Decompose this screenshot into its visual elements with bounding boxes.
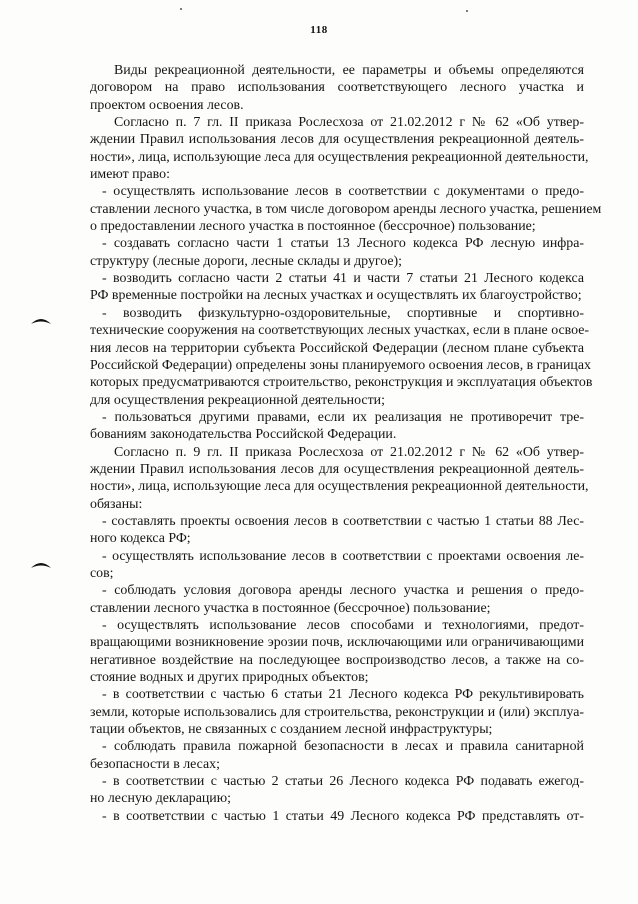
text-line: - осуществлять использование лесов способами и технологиями, предот- <box>102 618 584 633</box>
body-text <box>90 62 602 825</box>
text-line: ставлении лесного участка в постоянное (бессрочное) пользование; <box>90 600 491 616</box>
text-line: Согласно п. 9 гл. II приказа Рослесхоза от 21.02.2012 г № 62 «Об утвер- <box>114 444 584 460</box>
text-line: тации объектов, не связанных с созданием лесной инфраструктуры; <box>90 722 493 738</box>
text-line: структуру (лесные дороги, лесные склады и другое); <box>90 253 403 269</box>
text-line: ности», лица, использующие леса для осуществления рекреационной деятельности, <box>90 149 589 165</box>
text-line: обязаны: <box>90 496 143 512</box>
text-line: вращающими возникновение эрозии почв, исключающими или ограничивающими <box>90 635 584 651</box>
text-line: - соблюдать правила пожарной безопасности в лесах и правила санитарной <box>102 739 584 755</box>
text-line: ждении Правил использования лесов для осуществления рекреационной деятель- <box>90 461 584 477</box>
text-line: стояние водных и других природных объектов; <box>90 670 369 686</box>
text-line: негативное воздействие на последующее воспроизводство лесов, а также на со- <box>90 652 584 668</box>
text-line: безопасности в лесах; <box>90 756 220 772</box>
text-line: которых предусматриваются строительство, реконструкция и эксплуатация объектов <box>90 375 593 391</box>
text-line: земли, которые использовались для строительства, реконструкции и (или) эксплуа- <box>90 704 584 720</box>
text-line: сов; <box>90 565 114 581</box>
text-line: - в соответствии с частью 2 статьи 26 Лесного кодекса РФ подавать ежегод- <box>102 774 584 790</box>
text-line: - пользоваться другими правами, если их реализация не противоречит тре- <box>102 409 584 425</box>
text-line: ния лесов на территории субъекта Российской Федерации (лесном плане субъекта <box>90 340 584 356</box>
text-line: о предоставлении лесного участка в постоянное (бессрочное) пользование; <box>90 219 536 235</box>
text-line: ставлении лесного участка, в том числе договором аренды лесного участка, решением <box>90 201 602 217</box>
text-line: - в соответствии с частью 1 статьи 49 Лесного кодекса РФ представлять от- <box>102 808 584 824</box>
text-line: - создавать согласно части 1 статьи 13 Лесного кодекса РФ лесную инфра- <box>102 236 584 252</box>
text-line: имеют право: <box>90 167 170 183</box>
text-line: - возводить согласно части 2 статьи 41 и части 7 статьи 21 Лесного кодекса <box>102 271 584 287</box>
text-line: РФ временные постройки на лесных участках и осуществлять их благоустройство; <box>90 288 582 304</box>
text-line: Согласно п. 7 гл. II приказа Рослесхоза от 21.02.2012 г № 62 «Об утвер- <box>114 115 584 131</box>
text-line: технические сооружения на соответствующих лесных участках, если в плане освое- <box>90 323 590 339</box>
text-line: - соблюдать условия договора аренды лесного участка и решения о предо- <box>102 583 584 599</box>
text-line: ности», лица, использующие леса для осуществления рекреационной деятельности, <box>90 479 589 495</box>
scan-speck <box>466 10 468 12</box>
punch-hole-mark <box>30 315 52 325</box>
punch-hole-mark <box>30 559 52 569</box>
text-line: ного кодекса РФ; <box>90 531 191 547</box>
text-line: - осуществлять использование лесов в соответствии с проектами освоения ле- <box>102 548 584 564</box>
text-line: - возводить физкультурно-оздоровительные, спортивные и спортивно- <box>102 305 584 321</box>
text-line: но лесную декларацию; <box>90 791 231 807</box>
text-line: Виды рекреационной деятельности, ее параметры и объемы определяются <box>114 63 584 78</box>
scan-speck <box>180 8 182 10</box>
text-line: - составлять проекты освоения лесов в соответствии с частью 1 статьи 88 Лес- <box>102 513 584 529</box>
text-line: проектом освоения лесов. <box>90 97 244 113</box>
text-line: - в соответствии с частью 6 статьи 21 Лесного кодекса РФ рекультивировать <box>102 687 584 703</box>
text-line: для осуществления рекреационной деятельности; <box>90 392 385 408</box>
text-line: Российской Федерации) определены зоны планируемого освоения лесов, в границах <box>90 357 591 373</box>
text-line: договором на право использования соответствующего лесного участка и <box>90 80 584 96</box>
page-number: 118 <box>310 24 328 36</box>
text-line: - осуществлять использование лесов в соответствии с документами о предо- <box>102 184 584 200</box>
text-line: ждении Правил использования лесов для осуществления рекреационной деятель- <box>90 132 584 148</box>
text-line: бованиям законодательства Российской Федерации. <box>90 427 397 443</box>
